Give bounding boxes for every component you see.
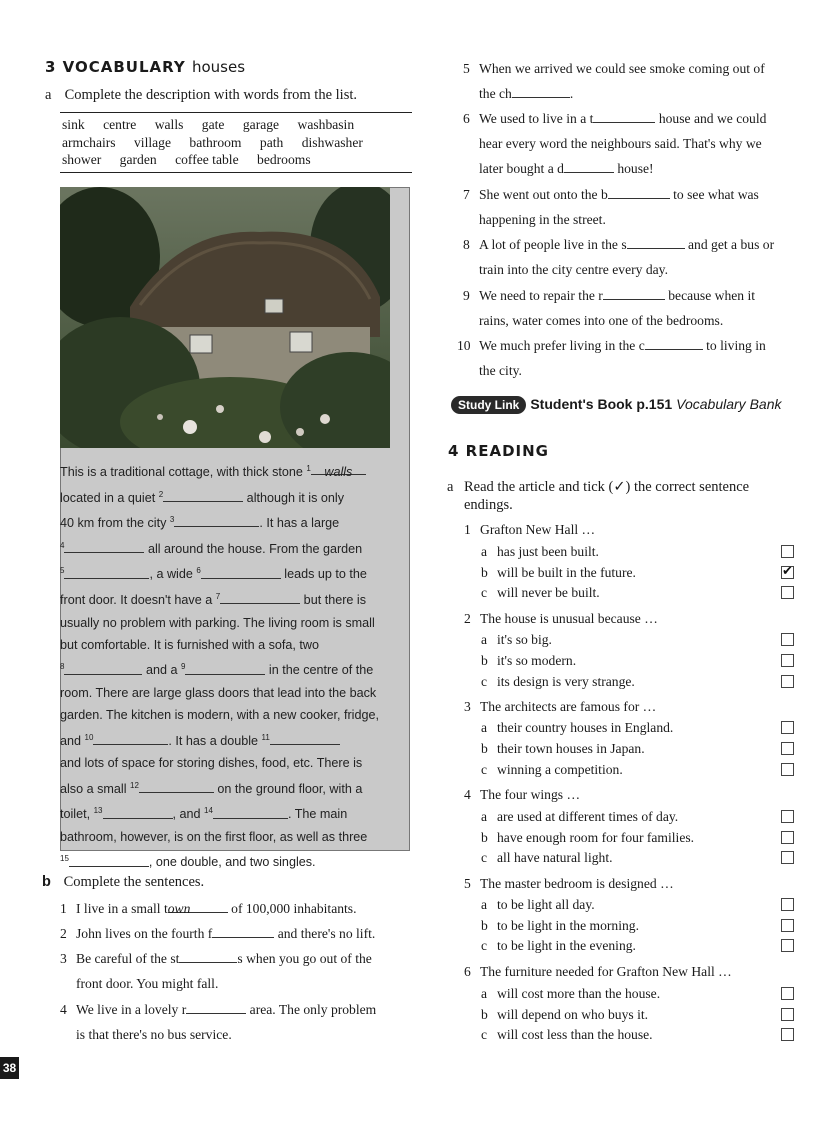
sentence-text: later bought a d [479, 161, 564, 176]
cloze-line [60, 458, 398, 484]
option-letter: a [481, 986, 488, 1001]
word-item: bedrooms [257, 152, 311, 167]
cloze-text: on the ground floor, with a [213, 781, 363, 796]
cloze-text: This is a traditional cottage, with thick stone [60, 465, 307, 480]
word-list-row-1 [62, 116, 412, 134]
cloze-text: . It has a large [259, 516, 340, 531]
checkbox[interactable] [781, 810, 794, 823]
option-letter: b [481, 1007, 488, 1022]
checkbox[interactable] [781, 675, 794, 688]
question-number: 3 [464, 699, 471, 714]
sentence-9 [463, 286, 755, 306]
vocabulary-title: 3 VOCABULARY [45, 58, 186, 76]
option-text: will depend on who buys it. [497, 1007, 649, 1022]
word-item: garage [242, 117, 280, 132]
cloze-text: also a small [60, 781, 130, 796]
word-list-row-2 [62, 134, 412, 152]
cloze-text: although it is only [243, 490, 344, 505]
cloze-text: , and [172, 807, 205, 822]
sentence-text: and get a bus or [684, 237, 775, 252]
cloze-text: , one double, and two singles. [148, 855, 316, 870]
option-letter: c [481, 674, 488, 689]
study-link-bank: Vocabulary Bank [676, 396, 782, 412]
question-stem: Grafton New Hall … [480, 522, 596, 537]
option-letter: b [481, 741, 488, 756]
sentence-text: house and we could [655, 111, 767, 126]
option-letter: a [481, 897, 488, 912]
gap-number: 8 [60, 662, 65, 672]
cloze-line: bathroom, however, is on the first floor, as well as three [60, 829, 368, 844]
sentence-2 [60, 924, 375, 944]
cottage-illustration [60, 187, 390, 448]
sentence-9-blank[interactable] [603, 286, 665, 300]
sentence-7-blank[interactable] [608, 185, 670, 199]
cottage-photo [60, 187, 390, 448]
question-stem: The house is unusual because … [480, 611, 658, 626]
item-number: 1 [60, 901, 67, 916]
study-link[interactable] [451, 396, 781, 414]
cloze-text: front door. It doesn't have a [60, 593, 216, 608]
option-letter: c [481, 762, 488, 777]
checkbox-checked[interactable] [781, 566, 794, 579]
checkbox[interactable] [781, 633, 794, 646]
sentence-8-blank[interactable] [627, 235, 685, 249]
reading-title: 4 READING [448, 442, 549, 460]
gap-number: 7 [215, 591, 221, 601]
option-text: their country houses in England. [497, 720, 674, 735]
checkbox[interactable] [781, 898, 794, 911]
question-number: 1 [464, 522, 471, 537]
word-item: gate [201, 117, 225, 132]
sentence-text: When we arrived we could see smoke coming out of [479, 61, 765, 76]
option [481, 563, 636, 583]
question-stem: The four wings … [480, 787, 581, 802]
sentence-text: We live in a lovely r [76, 1002, 187, 1017]
question-stem: The architects are famous for … [480, 699, 657, 714]
gap-number: 9 [180, 662, 186, 672]
cloze-line [60, 800, 398, 826]
sentence-text: She went out onto the b [479, 187, 608, 202]
cloze-text: . The main [287, 807, 348, 822]
cloze-line: room. There are large glass doors that lead into the back [60, 685, 377, 700]
question-stem: The master bedroom is designed … [480, 876, 674, 891]
option-text: will cost less than the house. [497, 1027, 653, 1042]
vocabulary-section-heading [45, 58, 245, 76]
sentence-1-example-answer: own [168, 899, 228, 913]
sentence-text: because when it [664, 288, 756, 303]
sentence-10-continued: the city. [479, 363, 522, 378]
sentence-3-continued: front door. You might fall. [76, 976, 219, 991]
option-text: will never be built. [497, 585, 600, 600]
item-number: 7 [463, 187, 470, 202]
option [481, 760, 623, 780]
option-letter: a [481, 809, 488, 824]
sentence-text: A lot of people live in the s [479, 237, 627, 252]
sentence-6 [463, 109, 766, 129]
sentence-7 [463, 185, 759, 205]
cloze-text: 40 km from the city [60, 516, 170, 531]
cloze-text: , a wide [149, 567, 197, 582]
option-letter: b [481, 565, 488, 580]
option [481, 542, 599, 562]
option-text: have enough room for four families. [497, 830, 695, 845]
gap-number: 12 [130, 780, 139, 790]
checkbox[interactable] [781, 586, 794, 599]
page-number: 38 [0, 1057, 19, 1079]
sentence-6-blank-1[interactable] [593, 109, 655, 123]
item-number: 6 [463, 111, 470, 126]
gap-number: 6 [196, 566, 201, 576]
option [481, 916, 639, 936]
option [481, 1005, 648, 1025]
vocab-part-a-letter: a [45, 87, 52, 103]
option-text: are used at different times of day. [497, 809, 679, 824]
cloze-line [60, 727, 398, 753]
vocab-part-b-letter: b [42, 874, 51, 890]
cloze-text: leads up to the [280, 567, 367, 582]
gap-number: 5 [60, 566, 65, 576]
option-text: has just been built. [497, 544, 599, 559]
gap-number: 3 [169, 515, 175, 525]
sentence-2-blank[interactable] [212, 924, 274, 938]
checkbox[interactable] [781, 721, 794, 734]
gap-8-blank[interactable] [64, 661, 142, 675]
sentence-text: of 100,000 inhabitants. [227, 901, 357, 916]
checkbox[interactable] [781, 1008, 794, 1021]
question-number: 5 [464, 876, 471, 891]
word-item: coffee table [175, 152, 239, 167]
option-letter: b [481, 653, 488, 668]
sentence-9-continued: rains, water comes into one of the bedrooms. [479, 313, 724, 328]
cloze-line [60, 509, 398, 535]
option [481, 739, 645, 759]
gap-7-blank[interactable] [220, 590, 300, 604]
cloze-line: and lots of space for storing dishes, food, etc. There is [60, 756, 363, 771]
sentence-5 [463, 59, 765, 79]
cloze-text: and [60, 733, 85, 748]
sentence-text: the ch [479, 86, 512, 101]
gap-6-blank[interactable] [201, 565, 281, 579]
word-item: walls [154, 117, 184, 132]
cloze-text: all around the house. From the garden [144, 541, 363, 556]
item-number: 3 [60, 951, 67, 966]
sentence-5-blank[interactable] [512, 84, 570, 98]
cloze-line: but comfortable. It is furnished with a sofa, two [60, 637, 319, 652]
option-text: their town houses in Japan. [497, 741, 645, 756]
word-item: bathroom [189, 134, 242, 150]
word-item: village [134, 134, 171, 150]
gap-15-blank[interactable] [69, 853, 149, 867]
option [481, 1025, 653, 1045]
option [481, 630, 552, 650]
sentence-4 [60, 1000, 376, 1020]
cloze-text: in the centre of the [265, 663, 374, 678]
question-4 [464, 785, 580, 805]
question-stem: The furniture needed for Grafton New Hall … [480, 964, 732, 979]
option [481, 651, 576, 671]
reading-instruction: Read the article and tick (✓) the correct sentence [464, 479, 750, 495]
cloze-line [60, 535, 398, 561]
sentence-text: s when you go out of the [237, 951, 372, 966]
sentence-text: We much prefer living in the c [479, 338, 645, 353]
sentence-6-blank-2[interactable] [564, 159, 614, 173]
sentence-text: We need to repair the r [479, 288, 603, 303]
cloze-text: but there is [300, 593, 366, 608]
option-letter: c [481, 1027, 488, 1042]
question-5 [464, 874, 674, 894]
option-text: to be light in the morning. [497, 918, 639, 933]
word-item: washbasin [297, 117, 355, 132]
checkbox[interactable] [781, 1028, 794, 1041]
study-link-pill: Study Link [451, 396, 526, 414]
gap-12-blank[interactable] [139, 779, 214, 793]
sentence-6-continued-2 [479, 159, 654, 179]
gap-10-blank[interactable] [93, 731, 168, 745]
gap-number: 1 [306, 464, 311, 473]
item-number: 10 [457, 338, 471, 353]
question-number: 6 [464, 964, 471, 979]
gap-11-blank[interactable] [270, 731, 340, 745]
gap-number: 10 [84, 732, 94, 742]
option [481, 828, 694, 848]
sentence-6-continued: hear every word the neighbours said. That's why we [479, 136, 762, 151]
checkbox[interactable] [781, 851, 794, 864]
sentence-text: area. The only problem [246, 1002, 377, 1017]
option-text: all have natural light. [497, 850, 613, 865]
option-text: it's so modern. [497, 653, 577, 668]
reading-instruction-continued: endings. [464, 497, 513, 513]
checkbox[interactable] [781, 987, 794, 1000]
sentence-text: to see what was [669, 187, 759, 202]
study-link-book: Student's Book p.151 [530, 396, 673, 412]
gap-number: 11 [261, 732, 270, 742]
option-text: its design is very strange. [497, 674, 635, 689]
cloze-line [60, 656, 398, 682]
gap-number: 15 [60, 854, 69, 864]
word-item: shower [62, 152, 102, 167]
word-item: sink [62, 117, 85, 132]
option-text: winning a competition. [497, 762, 623, 777]
sentence-8-continued: train into the city centre every day. [479, 262, 668, 277]
gap-14-blank[interactable] [213, 805, 288, 819]
option-letter: b [481, 830, 488, 845]
vocab-part-b-instruction: Complete the sentences. [63, 874, 205, 890]
option-text: to be light in the evening. [497, 938, 636, 953]
vocab-part-a-instruction-row [45, 85, 357, 105]
checkbox[interactable] [781, 919, 794, 932]
sentence-7-continued: happening in the street. [479, 212, 606, 227]
option-letter: a [481, 720, 488, 735]
checkbox[interactable] [781, 831, 794, 844]
option-text: it's so big. [497, 632, 552, 647]
sentence-3-blank[interactable] [179, 949, 237, 963]
sentence-8 [463, 235, 774, 255]
gap-number: 13 [93, 806, 103, 816]
option-letter: c [481, 585, 488, 600]
gap-number: 4 [60, 540, 65, 550]
option-text: to be light all day. [497, 897, 595, 912]
option [481, 895, 595, 915]
sentence-text: Be careful of the st [76, 951, 180, 966]
item-number: 9 [463, 288, 470, 303]
option-letter: a [481, 544, 488, 559]
item-number: 2 [60, 926, 67, 941]
vocab-part-a-instruction: Complete the description with words from the list. [64, 87, 357, 103]
sentence-text: I live in a small t [76, 901, 168, 916]
cloze-line: usually no problem with parking. The living room is small [60, 615, 375, 630]
cloze-line [60, 560, 398, 586]
word-item: path [259, 134, 284, 150]
sentence-10 [457, 336, 766, 356]
word-item: centre [103, 117, 137, 132]
word-item: garden [119, 152, 157, 167]
gap-1-example-answer: walls [311, 461, 366, 475]
cloze-passage [60, 458, 398, 874]
sentence-1 [60, 899, 357, 919]
gap-3-blank[interactable] [174, 513, 259, 527]
sentence-text: house! [613, 161, 654, 176]
word-item: dishwasher [301, 134, 363, 150]
option-text: will be built in the future. [497, 565, 636, 580]
option-text: will cost more than the house. [497, 986, 661, 1001]
word-list-row-3 [62, 151, 412, 169]
question-number: 4 [464, 787, 471, 802]
cloze-line [60, 484, 398, 510]
cloze-text: located in a quiet [60, 490, 159, 505]
word-item: armchairs [62, 134, 116, 150]
sentence-text: to living in [702, 338, 766, 353]
cloze-text: toilet, [60, 807, 94, 822]
checkbox[interactable] [781, 545, 794, 558]
question-2 [464, 609, 658, 629]
cloze-line [60, 848, 398, 874]
sentence-text: . [569, 86, 574, 101]
checkbox[interactable] [781, 742, 794, 755]
item-number: 8 [463, 237, 470, 252]
option [481, 807, 678, 827]
cloze-text: and a [142, 663, 181, 678]
option [481, 718, 673, 738]
cloze-text: . It has a double [168, 733, 262, 748]
checkbox[interactable] [781, 654, 794, 667]
gap-number: 14 [204, 806, 213, 816]
question-3 [464, 697, 656, 717]
option [481, 583, 600, 603]
checkbox[interactable] [781, 763, 794, 776]
question-6 [464, 962, 732, 982]
checkbox[interactable] [781, 939, 794, 952]
option-letter: a [481, 632, 488, 647]
reading-instruction-row [447, 477, 749, 497]
sentence-4-continued: is that there's no bus service. [76, 1027, 232, 1042]
cloze-line [60, 586, 398, 612]
sentence-text: We used to live in a t [479, 111, 594, 126]
option-letter: c [481, 938, 488, 953]
sentence-5-continued [479, 84, 573, 104]
option-letter: c [481, 850, 488, 865]
sentence-4-blank[interactable] [186, 1000, 246, 1014]
question-1 [464, 520, 595, 540]
gap-13-blank[interactable] [103, 805, 173, 819]
vocab-part-b-heading [42, 872, 204, 892]
option [481, 848, 613, 868]
word-list-box [60, 112, 412, 173]
cloze-line: garden. The kitchen is modern, with a new cooker, fridge, [60, 708, 379, 723]
option [481, 672, 635, 692]
option [481, 936, 636, 956]
sentence-text: and there's no lift. [274, 926, 376, 941]
sentence-10-blank[interactable] [645, 336, 703, 350]
gap-number: 2 [158, 489, 164, 499]
gap-5-blank[interactable] [64, 565, 149, 579]
item-number: 5 [463, 61, 470, 76]
vocabulary-subtitle: houses [191, 58, 246, 76]
gap-2-blank[interactable] [163, 488, 243, 502]
sentence-3 [60, 949, 372, 969]
reading-part-a-letter: a [447, 479, 454, 495]
question-number: 2 [464, 611, 471, 626]
cloze-line [60, 775, 398, 801]
option [481, 984, 660, 1004]
option-letter: b [481, 918, 488, 933]
sentence-text: John lives on the fourth f [76, 926, 213, 941]
gap-4-blank[interactable] [64, 539, 144, 553]
gap-9-blank[interactable] [185, 661, 265, 675]
item-number: 4 [60, 1002, 67, 1017]
